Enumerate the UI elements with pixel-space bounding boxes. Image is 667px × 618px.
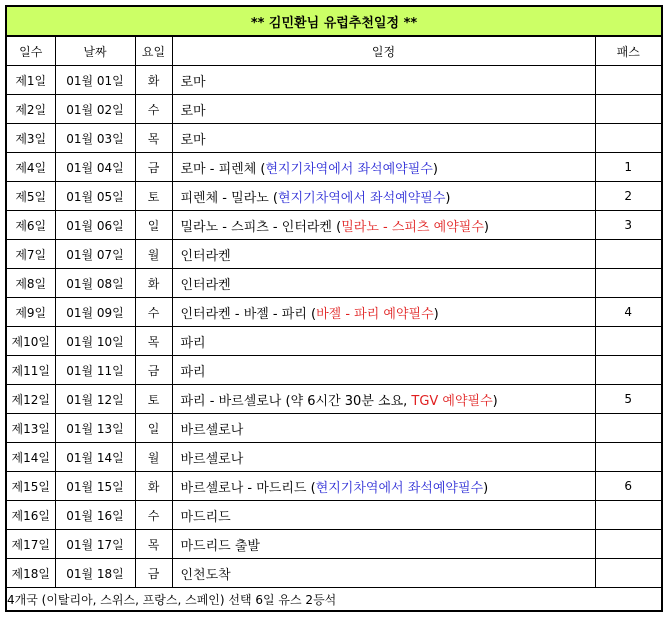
schedule-text: 바르셀로나 - 마드리드 ( [180, 480, 316, 496]
day-cell: 제6일 [6, 211, 55, 240]
table-row [6, 153, 662, 182]
schedule-cell [172, 269, 595, 298]
pass-cell [595, 559, 662, 588]
weekday-cell: 금 [135, 356, 172, 385]
schedule-text: 파리 [180, 364, 206, 380]
schedule-suffix: ) [432, 161, 438, 177]
pass-cell: 6 [595, 472, 662, 501]
schedule-text: 인터라켄 [180, 248, 231, 264]
reservation-note: TGV 예약필수 [411, 393, 493, 409]
date-cell: 01월 15일 [55, 472, 135, 501]
weekday-cell: 수 [135, 501, 172, 530]
pass-cell [595, 95, 662, 124]
day-cell: 제9일 [6, 298, 55, 327]
day-cell: 제4일 [6, 153, 55, 182]
table-row [6, 211, 662, 240]
table-row [6, 356, 662, 385]
pass-cell [595, 530, 662, 559]
schedule-cell [172, 443, 595, 472]
table-row [6, 443, 662, 472]
date-cell: 01월 06일 [55, 211, 135, 240]
pass-cell [595, 443, 662, 472]
date-cell: 01월 14일 [55, 443, 135, 472]
pass-cell: 5 [595, 385, 662, 414]
schedule-cell [172, 66, 595, 95]
header-row [6, 36, 662, 66]
schedule-text: 파리 - 바르셀로나 (약 6시간 30분 소요, [180, 393, 412, 409]
header-weekday: 요일 [135, 36, 172, 66]
weekday-cell: 화 [135, 66, 172, 95]
date-cell: 01월 11일 [55, 356, 135, 385]
date-cell: 01월 09일 [55, 298, 135, 327]
table-row [6, 414, 662, 443]
pass-cell [595, 327, 662, 356]
pass-cell [595, 269, 662, 298]
weekday-cell: 월 [135, 240, 172, 269]
schedule-text: 인터라켄 [180, 277, 231, 293]
schedule-text: 로마 [180, 103, 206, 119]
weekday-cell: 화 [135, 269, 172, 298]
reservation-note: 현지기차역에서 좌석예약필수 [265, 161, 433, 177]
weekday-cell: 일 [135, 211, 172, 240]
schedule-cell [172, 530, 595, 559]
header-date: 날짜 [55, 36, 135, 66]
date-cell: 01월 16일 [55, 501, 135, 530]
date-cell: 01월 18일 [55, 559, 135, 588]
day-cell: 제13일 [6, 414, 55, 443]
day-cell: 제5일 [6, 182, 55, 211]
weekday-cell: 수 [135, 298, 172, 327]
schedule-text: 파리 [180, 335, 206, 351]
schedule-suffix: ) [483, 480, 489, 496]
pass-cell [595, 356, 662, 385]
schedule-suffix: ) [492, 393, 498, 409]
weekday-cell: 목 [135, 327, 172, 356]
schedule-cell [172, 472, 595, 501]
schedule-text: 인터라켄 - 바젤 - 파리 ( [180, 306, 317, 322]
schedule-cell [172, 240, 595, 269]
weekday-cell: 수 [135, 95, 172, 124]
table-row [6, 472, 662, 501]
reservation-note: 밀라노 - 스피츠 예약필수 [341, 219, 484, 235]
schedule-cell [172, 153, 595, 182]
pass-cell: 4 [595, 298, 662, 327]
table-row [6, 298, 662, 327]
itinerary-rows [6, 66, 662, 588]
schedule-text: 로마 - 피렌체 ( [180, 161, 266, 177]
pass-cell [595, 240, 662, 269]
reservation-note: 바젤 - 파리 예약필수 [316, 306, 434, 322]
pass-cell [595, 414, 662, 443]
schedule-cell [172, 211, 595, 240]
itinerary-table [5, 5, 663, 612]
day-cell: 제3일 [6, 124, 55, 153]
table-row [6, 269, 662, 298]
schedule-text: 피렌체 - 밀라노 ( [180, 190, 279, 206]
pass-cell [595, 66, 662, 95]
date-cell: 01월 10일 [55, 327, 135, 356]
date-cell: 01월 17일 [55, 530, 135, 559]
schedule-text: 인천도착 [180, 567, 231, 583]
table-row [6, 66, 662, 95]
date-cell: 01월 04일 [55, 153, 135, 182]
table-row [6, 385, 662, 414]
schedule-cell [172, 356, 595, 385]
day-cell: 제16일 [6, 501, 55, 530]
schedule-cell [172, 124, 595, 153]
schedule-text: 로마 [180, 74, 206, 90]
day-cell: 제18일 [6, 559, 55, 588]
date-cell: 01월 07일 [55, 240, 135, 269]
table-title: ** 김민환님 유럽추천일정 ** [6, 6, 662, 36]
table-row [6, 530, 662, 559]
schedule-cell [172, 182, 595, 211]
weekday-cell: 목 [135, 530, 172, 559]
date-cell: 01월 01일 [55, 66, 135, 95]
itinerary-sheet [5, 5, 661, 612]
table-row [6, 182, 662, 211]
day-cell: 제1일 [6, 66, 55, 95]
day-cell: 제15일 [6, 472, 55, 501]
pass-cell: 1 [595, 153, 662, 182]
table-row [6, 240, 662, 269]
day-cell: 제2일 [6, 95, 55, 124]
pass-cell [595, 501, 662, 530]
date-cell: 01월 02일 [55, 95, 135, 124]
pass-cell: 3 [595, 211, 662, 240]
header-day: 일수 [6, 36, 55, 66]
pass-cell: 2 [595, 182, 662, 211]
schedule-suffix: ) [445, 190, 451, 206]
day-cell: 제11일 [6, 356, 55, 385]
schedule-cell [172, 385, 595, 414]
date-cell: 01월 03일 [55, 124, 135, 153]
table-row [6, 327, 662, 356]
weekday-cell: 토 [135, 182, 172, 211]
weekday-cell: 일 [135, 414, 172, 443]
schedule-cell [172, 298, 595, 327]
day-cell: 제12일 [6, 385, 55, 414]
schedule-text: 마드리드 [180, 509, 231, 525]
schedule-cell [172, 327, 595, 356]
schedule-text: 마드리드 출발 [180, 538, 260, 554]
date-cell: 01월 13일 [55, 414, 135, 443]
day-cell: 제17일 [6, 530, 55, 559]
table-row [6, 559, 662, 588]
reservation-note: 현지기차역에서 좌석예약필수 [278, 190, 446, 206]
schedule-text: 바르셀로나 [180, 422, 244, 438]
schedule-cell [172, 501, 595, 530]
weekday-cell: 금 [135, 559, 172, 588]
schedule-suffix: ) [483, 219, 489, 235]
schedule-cell [172, 95, 595, 124]
day-cell: 제8일 [6, 269, 55, 298]
table-row [6, 501, 662, 530]
reservation-note: 현지기차역에서 좌석예약필수 [315, 480, 484, 496]
date-cell: 01월 05일 [55, 182, 135, 211]
footer-note: 4개국 (이탈리아, 스위스, 프랑스, 스페인) 선택 6일 유스 2등석 [6, 588, 662, 612]
header-schedule: 일정 [172, 36, 595, 66]
header-pass: 패스 [595, 36, 662, 66]
weekday-cell: 금 [135, 153, 172, 182]
day-cell: 제7일 [6, 240, 55, 269]
weekday-cell: 화 [135, 472, 172, 501]
pass-cell [595, 124, 662, 153]
schedule-cell [172, 414, 595, 443]
table-row [6, 124, 662, 153]
weekday-cell: 목 [135, 124, 172, 153]
date-cell: 01월 08일 [55, 269, 135, 298]
date-cell: 01월 12일 [55, 385, 135, 414]
weekday-cell: 토 [135, 385, 172, 414]
table-row [6, 95, 662, 124]
schedule-text: 밀라노 - 스피츠 - 인터라켄 ( [180, 219, 342, 235]
day-cell: 제14일 [6, 443, 55, 472]
schedule-suffix: ) [433, 306, 439, 322]
day-cell: 제10일 [6, 327, 55, 356]
schedule-cell [172, 559, 595, 588]
schedule-text: 로마 [180, 132, 206, 148]
schedule-text: 바르셀로나 [180, 451, 244, 467]
weekday-cell: 월 [135, 443, 172, 472]
